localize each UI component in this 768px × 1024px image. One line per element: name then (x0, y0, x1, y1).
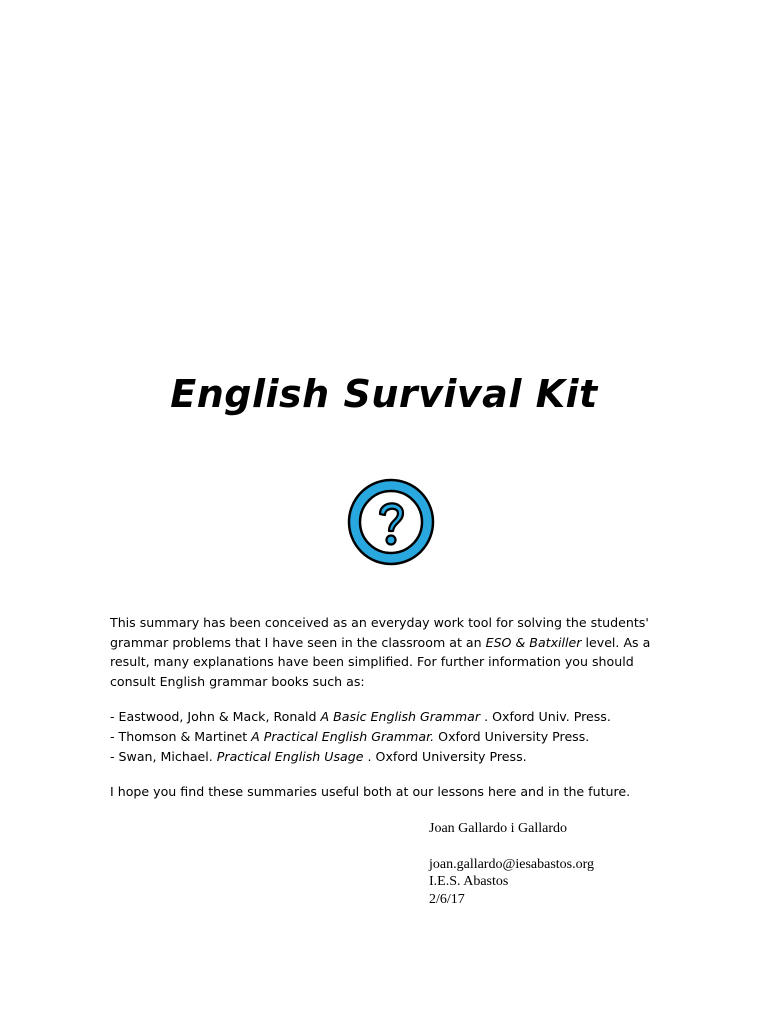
intro-level: ESO & Batxiller (485, 634, 582, 650)
question-mark-icon (345, 476, 437, 568)
author-name: Joan Gallardo i Gallardo (429, 821, 568, 836)
reference-item (110, 727, 710, 747)
intro-paragraph (110, 613, 670, 691)
reference-book-title: A Basic English Grammar (320, 709, 481, 724)
reference-book-title: A Practical English Grammar. (251, 729, 435, 744)
signature-block (429, 820, 729, 908)
intro-text-part1: This summary has been conceived as an everyday work tool for solving the students' grammar problems that I have seen in the classroom at an (110, 615, 649, 650)
reference-publisher: . Oxford University Press. (363, 749, 527, 764)
reference-author: - Thomson & Martinet (110, 729, 252, 744)
reference-author: - Eastwood, John & Mack, Ronald (110, 709, 321, 724)
reference-list (110, 707, 710, 767)
document-date: 2/6/17 (429, 891, 465, 907)
reference-item (110, 707, 710, 727)
closing-sentence: I hope you find these summaries useful both at our lessons here and in the future. (110, 784, 631, 799)
signature-spacer (429, 838, 729, 856)
author-email: joan.gallardo@iesabastos.org (429, 856, 595, 872)
reference-book-title: Practical English Usage (216, 749, 364, 764)
reference-publisher: Oxford University Press. (434, 729, 590, 744)
question-mark-dot (387, 536, 396, 545)
school-name: I.E.S. Abastos (429, 874, 509, 889)
intro-text-part2: level. As a result, many explanations have been simplified. For further information you should consult English grammar books such as: (110, 634, 651, 689)
document-title: English Survival Kit (170, 372, 598, 416)
reference-publisher: . Oxford Univ. Press. (480, 709, 611, 724)
reference-item (110, 747, 710, 767)
reference-author: - Swan, Michael. (110, 749, 217, 764)
